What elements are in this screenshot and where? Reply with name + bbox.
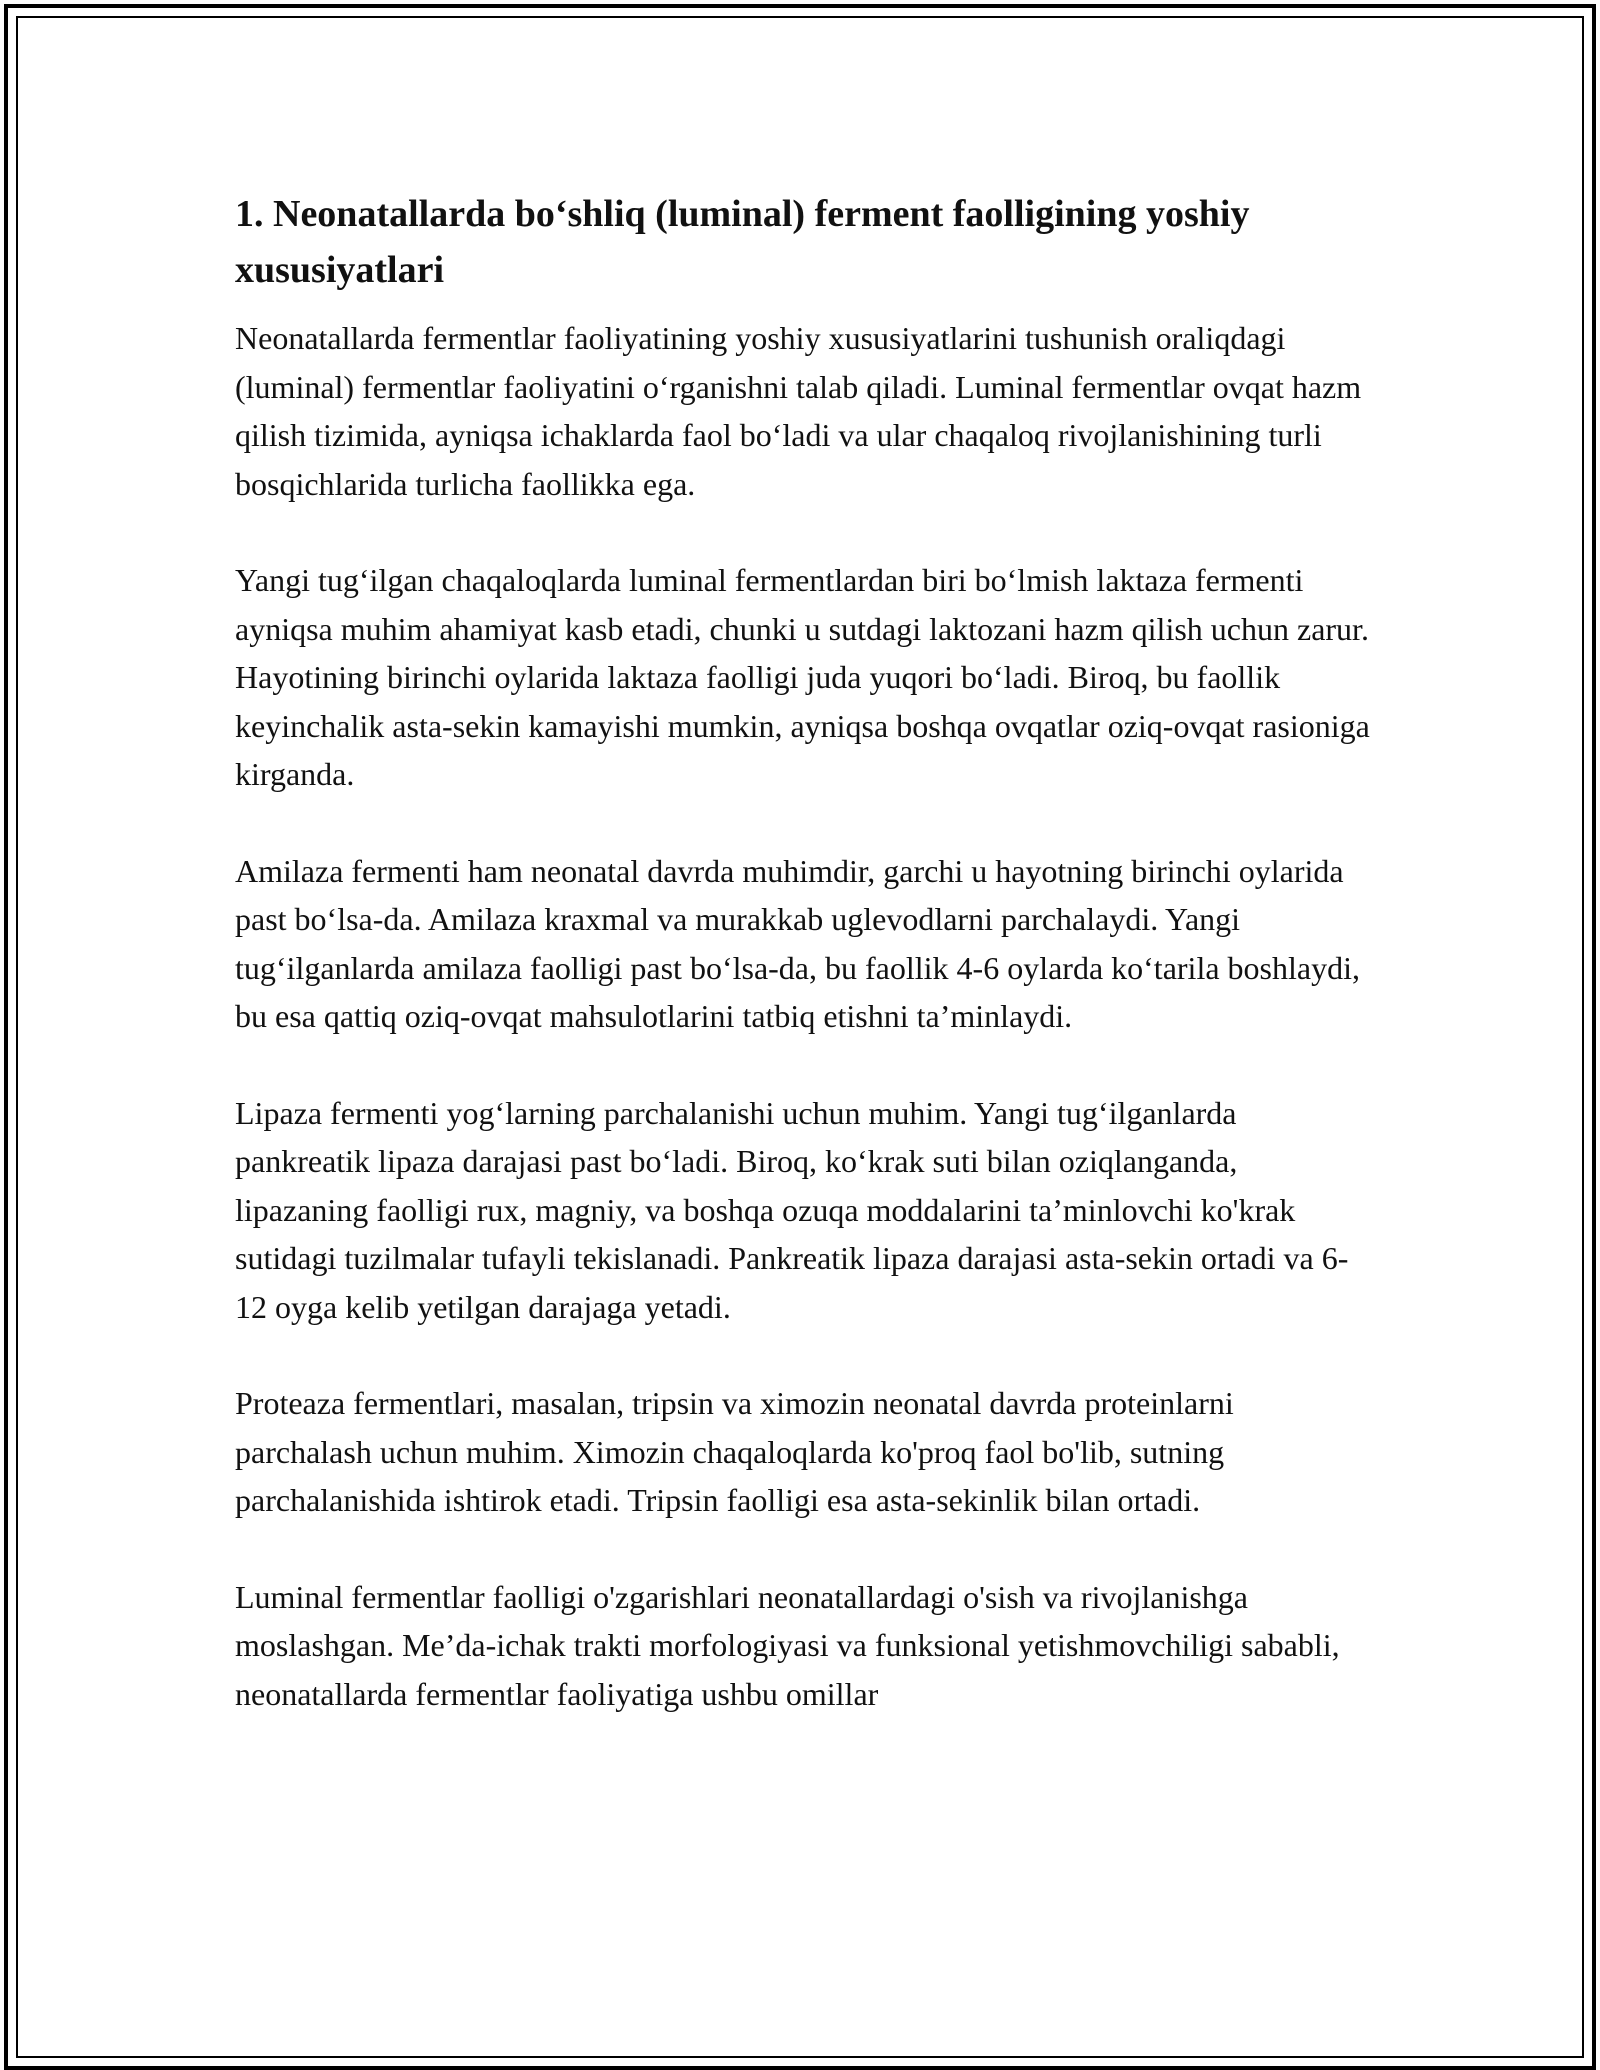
paragraph-amylase: Amilaza fermenti ham neonatal davrda muhimdir, garchi u hayotning birinchi oylarida past bo‘lsa-da. Amilaza kraxmal va murakkab uglevodlarni parchalaydi. Yangi tug‘ilganlarda amilaza faolligi past bo‘lsa-da, bu faollik 4-6 oylarda ko‘tarila boshlaydi, bu esa qattiq oziq-ovqat mahsulotlarini tatbiq etishni ta’minlaydi. xyxy=(235,852,1360,1034)
paragraph-lipase: Lipaza fermenti yog‘larning parchalanishi uchun muhim. Yangi tug‘ilganlarda pankreatik lipaza darajasi past bo‘ladi. Biroq, ko‘krak suti bilan oziqlanganda, lipazaning faolligi rux, magniy, va boshqa ozuqa moddalarini ta’minlovchi ko'krak sutidagi tuzilmalar tufayli tekislanadi. Pankreatik lipaza darajasi asta-sekin ortadi va 6-12 oyga kelib yetilgan darajaga yetadi. xyxy=(235,1094,1349,1325)
document-body xyxy=(235,186,1370,1766)
paragraph-adaptation: Luminal fermentlar faolligi o'zgarishlari neonatallardagi o'sish va rivojlanishga moslashgan. Me’da-ichak trakti morfologiyasi va funksional yetishmovchiligi sababli, neonatallarda fermentlar faoliyatiga ushbu omillar xyxy=(235,1578,1340,1712)
section-heading: 1. Neonatallarda bo‘shliq (luminal) ferment faolligining yoshiy xususiyatlari xyxy=(235,193,1250,291)
paragraph-intro: Neonatallarda fermentlar faoliyatining yoshiy xususiyatlarini tushunish oraliqdagi (luminal) fermentlar faoliyatini o‘rganishni talab qiladi. Luminal fermentlar ovqat hazm qilish tizimida, ayniqsa ichaklarda faol bo‘ladi va ular chaqaloq rivojlanishining turli bosqichlarida turlicha faollikka ega. xyxy=(235,320,1362,502)
paragraph-protease: Proteaza fermentlari, masalan, tripsin va ximozin neonatal davrda proteinlarni parchalash uchun muhim. Ximozin chaqaloqlarda ko'proq faol bo'lib, sutning parchalanishida ishtirok etadi. Tripsin faolligi esa asta-sekinlik bilan ortadi. xyxy=(235,1385,1234,1518)
paragraph-lactase: Yangi tug‘ilgan chaqaloqlarda luminal fermentlardan biri bo‘lmish laktaza fermenti ayniqsa muhim ahamiyat kasb etadi, chunki u sutdagi laktozani hazm qilish uchun zarur. Hayotining birinchi oylarida laktaza faolligi juda yuqori bo‘ladi. Biroq, bu faollik keyinchalik asta-sekin kamayishi mumkin, ayniqsa boshqa ovqatlar oziq-ovqat rasioniga kirganda. xyxy=(235,562,1370,792)
